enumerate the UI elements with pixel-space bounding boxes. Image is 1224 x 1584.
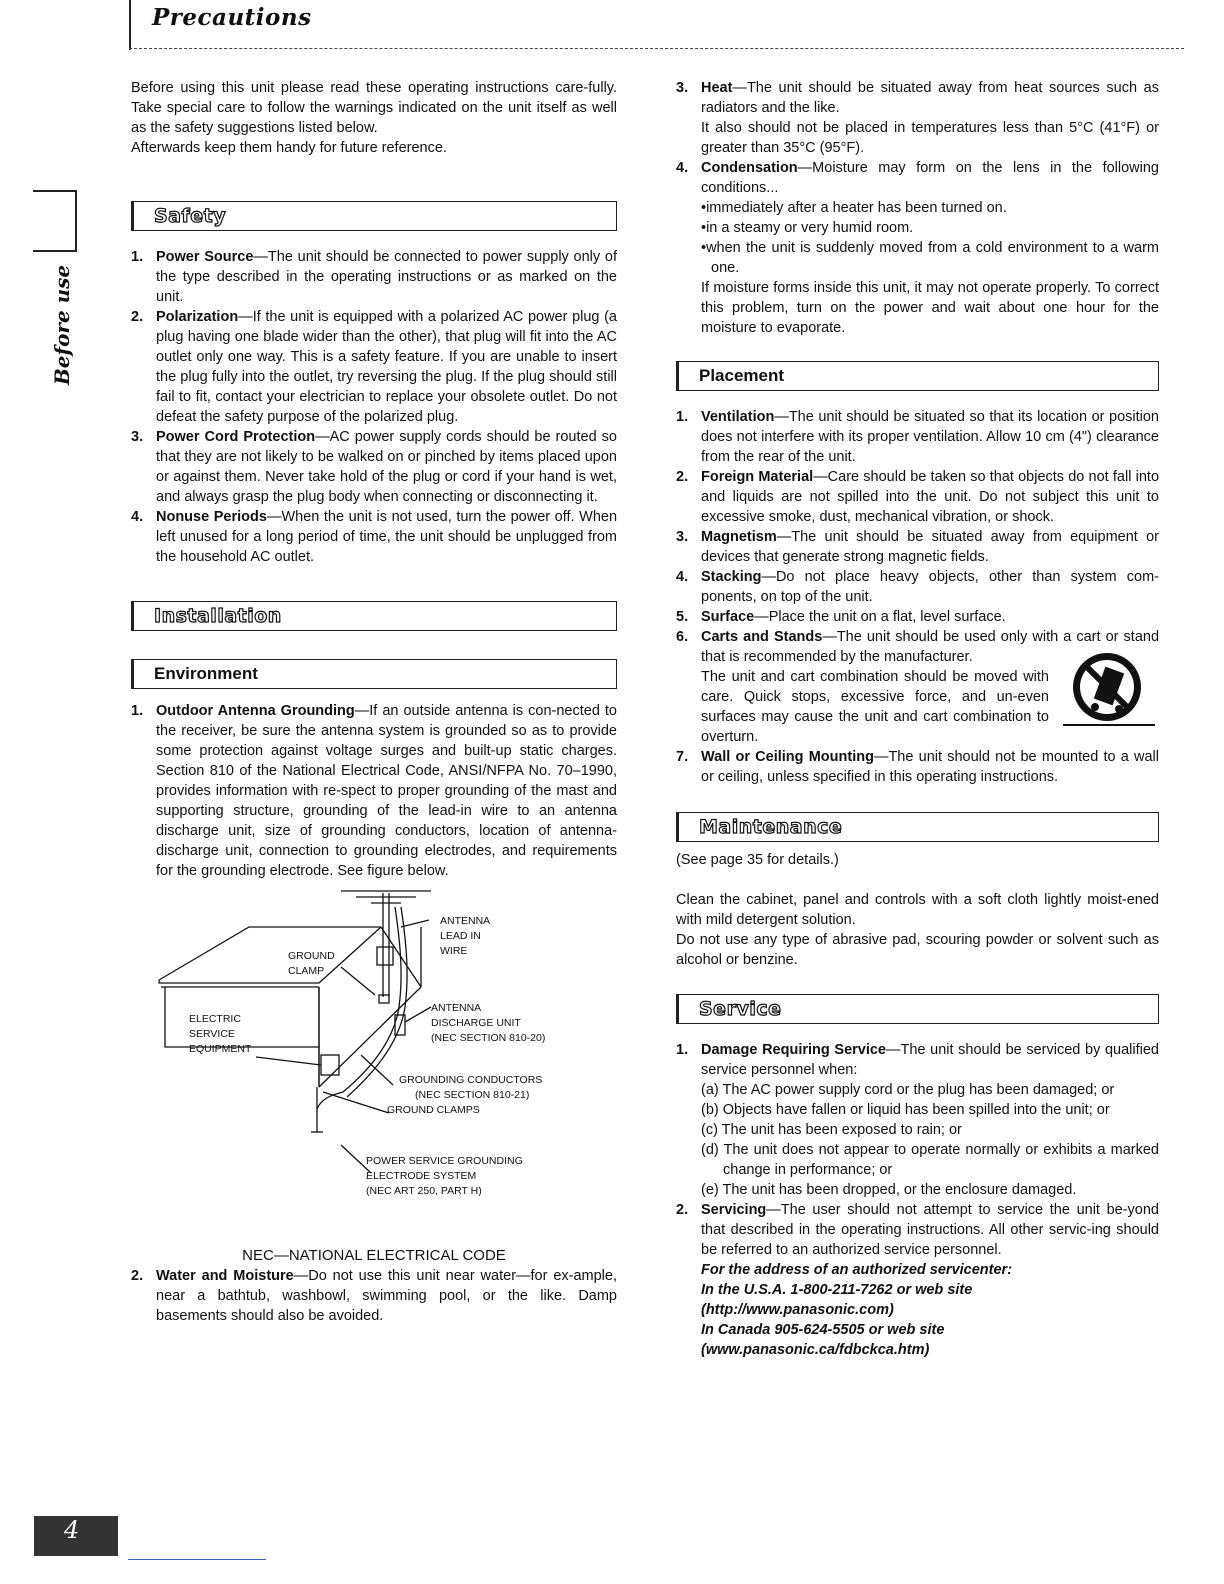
list-item: 6. Carts and Stands—The unit should be used only with a cart or stand that is recommended by the manufacturer. The unit and cart combination should be moved with care. Quick stops, excessive force, and un-even surfaces may cause the unit and cart combination to overturn.: [676, 629, 1160, 745]
list-item: 3. Magnetism—The unit should be situated away from equipment or devices that generate strong magnetic fields.: [676, 529, 1159, 565]
list-item: 4. Condensation—Moisture may form on the lens in the following conditions... •immediately after a heater has been turned on. •in a steamy or very humid room. •when the unit is suddenly moved from a cold environment to a warm one. If moisture forms inside this unit, it may not operate properly. To correct this problem, turn on the power and wait about one hour for the moisture to evaporate.: [676, 160, 1159, 336]
list-item: 3. Power Cord Protection—AC power supply cords should be routed so that they are not likely to be walked on or pinched by items placed upon or against them. Never take hold of the plug or cord if your hand is wet, and always grasp the plug body when connecting or disconnecting it.: [131, 429, 617, 505]
label-ground-clamp: GROUND CLAMP: [288, 950, 335, 977]
right-column: [676, 78, 1159, 1360]
installation-heading: Installation: [154, 605, 282, 627]
placement-heading-box: [676, 361, 1159, 391]
intro-paragraph-2: Afterwards keep them handy for future reference.: [131, 140, 447, 156]
label-antenna-lead: ANTENNA LEAD IN WIRE: [440, 915, 491, 957]
footer-rule: [128, 1559, 266, 1560]
label-electrode-system: POWER SERVICE GROUNDING ELECTRODE SYSTEM (NEC ART 250, PART H): [366, 1155, 523, 1197]
maintenance-paragraph-2: Do not use any type of abrasive pad, scouring powder or solvent such as alcohol or benzine.: [676, 932, 1159, 968]
antenna-grounding-diagram: [131, 887, 617, 1242]
list-item: 2. Servicing—The user should not attempt to service the unit be-yond that described in the operating instructions. All other servic-ing should be referred to an authorized service personnel. For the address of an authorized servicenter: In the U.S.A. 1-800-211-7262 or web site (http://www.panasonic.com) In Canada 905-624-5505 or web site (www.panasonic.ca/fdbckca.htm): [676, 1202, 1159, 1358]
maintenance-paragraph: Clean the cabinet, panel and controls with a soft cloth lightly moist-ened with mild detergent solution.: [676, 892, 1159, 928]
service-list: [676, 1040, 1159, 1360]
safety-heading-box: [131, 201, 617, 231]
side-tab: [42, 260, 82, 390]
intro-paragraph: Before using this unit please read these operating instructions care-fully. Take special care to follow the warnings indicated on the unit itself as well as the safety suggestions listed below.: [131, 80, 617, 136]
environment-list: [131, 701, 617, 881]
left-column: [131, 78, 617, 1326]
list-item: 1. Outdoor Antenna Grounding—If an outside antenna is con-nected to the receiver, be sure the antenna system is grounded so as to provide some protection against voltage surges and built-up static charges. Section 810 of the National Electrical Code, ANSI/NFPA No. 70–1990, provides information with re-spect to proper grounding of the mast and supporting structure, grounding of the lead-in wire to an antenna discharge unit, size of grounding conductors, location of antenna-discharge unit, connection to grounding electrodes, and requirements for the grounding electrode. See figure below.: [131, 703, 617, 879]
maintenance-heading: Maintenance: [699, 816, 843, 838]
service-contact-line: (www.panasonic.ca/fdbckca.htm): [701, 1342, 930, 1358]
service-heading-box: [676, 994, 1159, 1024]
list-item: 2. Water and Moisture—Do not use this unit near water—for ex-ample, near a bathtub, washbowl, swimming pool, or the like. Damp basements should also be avoided.: [131, 1268, 617, 1324]
safety-list: [131, 247, 617, 567]
list-item: 4. Nonuse Periods—When the unit is not used, turn the power off. When left unused for a long period of time, the unit should be unplugged from the household AC outlet.: [131, 509, 618, 565]
list-item: 1. Damage Requiring Service—The unit should be serviced by qualified service personnel when: (a) The AC power supply cord or the plug has been damaged; or (b) Objects have fallen or liquid has been spilled into the unit; or (c) The unit has been exposed to rain; or (d) The unit does not appear to operate normally or exhibits a marked change in performance; or (e) The unit has been dropped, or the enclosure damaged.: [676, 1042, 1159, 1198]
label-discharge-unit: ANTENNA DISCHARGE UNIT (NEC SECTION 810-20): [431, 1002, 546, 1044]
page-title: Precautions: [152, 4, 312, 31]
cart-warning-icon: [1059, 649, 1159, 729]
service-contact-line: In Canada 905-624-5505 or web site: [701, 1322, 945, 1338]
header-rule: [129, 48, 1184, 49]
list-item: 4. Stacking—Do not place heavy objects, other than system com-ponents, on top of the unit.: [676, 569, 1159, 605]
placement-list: [676, 407, 1159, 787]
list-item: 7. Wall or Ceiling Mounting—The unit should not be mounted to a wall or ceiling, unless specified in this operating instructions.: [676, 749, 1159, 785]
header-bar: [129, 0, 131, 50]
list-item: 5. Surface—Place the unit on a flat, level surface.: [676, 609, 1006, 625]
installation-heading-box: [131, 601, 617, 631]
page-number-box: [34, 1516, 118, 1556]
side-tab-marker: [33, 190, 77, 252]
list-item: 2. Polarization—If the unit is equipped with a polarized AC power plug (a plug having one blade wider than the other), that plug will fit into the AC outlet only one way. This is a safety feature. If you are unable to insert the plug fully into the outlet, try reversing the plug. If the plug should still fail to fit, contact your electrician to replace your obsolete outlet. Do not defeat the safety purpose of the polarized plug.: [131, 309, 617, 425]
label-grounding-conductors: GROUNDING CONDUCTORS (NEC SECTION 810-21) GROUND CLAMPS: [387, 1074, 543, 1116]
label-electric-service: ELECTRIC SERVICE EQUIPMENT: [189, 1013, 252, 1055]
placement-heading: Placement: [699, 366, 785, 385]
safety-list-continued: [676, 78, 1159, 338]
service-contact-line: In the U.S.A. 1-800-211-7262 or web site: [701, 1282, 973, 1298]
service-contact-line: For the address of an authorized servicenter:: [701, 1262, 1013, 1278]
diagram-caption: NEC—NATIONAL ELECTRICAL CODE: [242, 1247, 506, 1264]
service-contact-line: (http://www.panasonic.com): [701, 1302, 894, 1318]
safety-heading: Safety: [154, 205, 227, 227]
environment-list-2: [131, 1266, 617, 1326]
environment-heading-box: [131, 659, 617, 689]
side-tab-label: Before use: [50, 264, 74, 386]
maintenance-note: (See page 35 for details.): [676, 852, 839, 868]
maintenance-heading-box: [676, 812, 1159, 842]
list-item: 1. Power Source—The unit should be connected to power supply only of the type described in the operating instructions or as marked on the unit.: [131, 249, 617, 305]
list-item: 3. Heat—The unit should be situated away from heat sources such as radiators and the like. It also should not be placed in temperatures less than 5°C (41°F) or greater than 35°C (95°F).: [676, 80, 1159, 156]
page-number: 4: [64, 1516, 80, 1544]
list-item: 2. Foreign Material—Care should be taken so that objects do not fall into and liquids are not spilled into the unit. Do not subject this unit to excessive smoke, dust, mechanical vibration, or shock.: [676, 469, 1160, 525]
environment-heading: Environment: [154, 664, 258, 683]
list-item: 1. Ventilation—The unit should be situated so that its location or position does not interfere with its proper ventilation. Allow 10 cm (4") clearance from the rear of the unit.: [676, 409, 1159, 465]
service-heading: Service: [699, 998, 782, 1020]
